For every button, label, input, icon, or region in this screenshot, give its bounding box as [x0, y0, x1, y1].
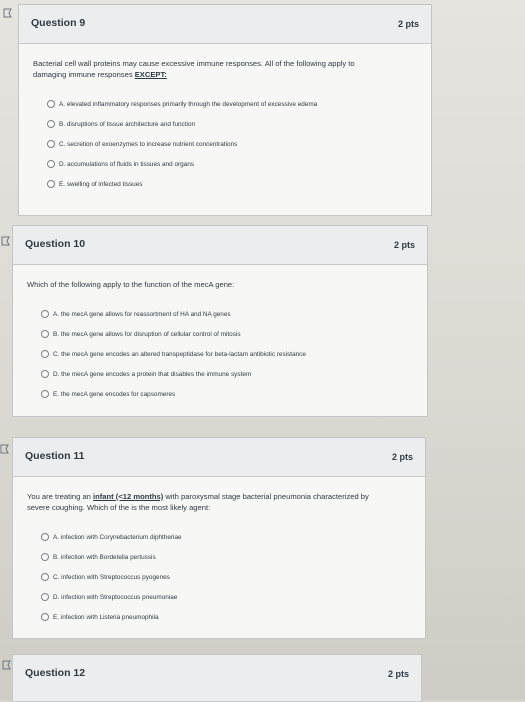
- answer-label: D. the mecA gene encodes a protein that disables the immune system: [53, 370, 252, 378]
- answer-option-e[interactable]: [41, 384, 413, 404]
- question-body: [19, 44, 431, 204]
- radio-button[interactable]: [41, 350, 49, 358]
- emphasis-infant: infant (<12 months): [93, 492, 164, 501]
- radio-button[interactable]: [41, 553, 49, 561]
- question-header: [13, 655, 421, 702]
- radio-button[interactable]: [41, 330, 49, 338]
- question-points: 2 pts: [391, 452, 413, 462]
- question-title: Question 11: [25, 450, 85, 462]
- answer-option-e[interactable]: [41, 607, 411, 627]
- answer-option-d[interactable]: [41, 587, 411, 607]
- question-card-9: [18, 4, 432, 216]
- question-title: Question 9: [31, 17, 86, 29]
- radio-button[interactable]: [47, 140, 55, 148]
- emphasis-except: EXCEPT:: [134, 70, 167, 79]
- flag-question-icon[interactable]: [0, 444, 10, 454]
- question-points: 2 pts: [397, 19, 419, 29]
- question-prompt: You are treating an infant (<12 months) with paroxysmal stage bacterial pneumonia characterized by severe coughing. Which of the is the most likely agent:: [27, 492, 369, 512]
- answer-label: A. infection with Corynebacterium diphtheriae: [53, 533, 182, 541]
- question-body: [13, 477, 425, 637]
- answer-label: E. infection with Listeria pneumophila: [53, 613, 159, 621]
- answer-label: A. elevated inflammatory responses primarily through the development of excessive edema: [59, 100, 318, 108]
- answer-option-c[interactable]: [47, 134, 417, 154]
- radio-button[interactable]: [41, 573, 49, 581]
- question-card-10: [12, 225, 428, 417]
- radio-button[interactable]: [41, 593, 49, 601]
- answer-label: C. secretion of exoenzymes to increase nutrient concentrations: [59, 140, 238, 148]
- answer-list: [33, 94, 417, 194]
- question-header: [13, 438, 425, 477]
- question-body: [13, 265, 427, 414]
- flag-question-icon[interactable]: [2, 660, 12, 670]
- radio-button[interactable]: [47, 180, 55, 188]
- radio-button[interactable]: [41, 310, 49, 318]
- question-title: Question 10: [25, 238, 86, 250]
- answer-label: B. disruptions of tissue architecture and function: [59, 120, 196, 128]
- answer-option-d[interactable]: [41, 364, 413, 384]
- question-points: 2 pts: [387, 669, 409, 679]
- question-card-11: [12, 437, 426, 639]
- answer-option-a[interactable]: [41, 527, 411, 547]
- answer-option-a[interactable]: [47, 94, 417, 114]
- answer-label: C. the mecA gene encodes an altered transpeptidase for beta-lactam antibiotic resistance: [53, 350, 306, 358]
- answer-label: C. infection with Streptococcus pyogenes: [53, 573, 170, 581]
- answer-option-b[interactable]: [41, 324, 413, 344]
- answer-label: E. the mecA gene encodes for capsomeres: [53, 390, 176, 398]
- question-header: [19, 5, 431, 44]
- question-points: 2 pts: [393, 240, 415, 250]
- flag-question-icon[interactable]: [1, 236, 11, 246]
- radio-button[interactable]: [41, 613, 49, 621]
- question-prompt: Bacterial cell wall proteins may cause excessive immune responses. All of the following apply to damaging immune responses EXCEPT:: [33, 59, 355, 79]
- answer-option-c[interactable]: [41, 344, 413, 364]
- radio-button[interactable]: [47, 100, 55, 108]
- answer-label: D. accumulations of fluids in tissues and organs: [59, 160, 194, 168]
- answer-option-c[interactable]: [41, 567, 411, 587]
- radio-button[interactable]: [41, 533, 49, 541]
- answer-option-a[interactable]: [41, 304, 413, 324]
- answer-option-b[interactable]: [41, 547, 411, 567]
- answer-list: [27, 527, 411, 627]
- question-prompt: Which of the following apply to the function of the mecA gene:: [27, 280, 235, 289]
- answer-list: [27, 304, 413, 404]
- radio-button[interactable]: [41, 390, 49, 398]
- question-header: [13, 226, 427, 265]
- answer-option-d[interactable]: [47, 154, 417, 174]
- radio-button[interactable]: [47, 160, 55, 168]
- radio-button[interactable]: [47, 120, 55, 128]
- answer-label: A. the mecA gene allows for reassortment of HA and NA genes: [53, 310, 231, 318]
- flag-question-icon[interactable]: [3, 8, 13, 18]
- answer-label: D. infection with Streptococcus pneumoniae: [53, 593, 178, 601]
- answer-option-b[interactable]: [47, 114, 417, 134]
- answer-label: E. swelling of infected tissues: [59, 180, 143, 188]
- radio-button[interactable]: [41, 370, 49, 378]
- answer-option-e[interactable]: [47, 174, 417, 194]
- answer-label: B. infection with Bordetella pertussis: [53, 553, 156, 561]
- question-card-12: [12, 654, 422, 702]
- answer-label: B. the mecA gene allows for disruption of cellular control of mitosis: [53, 330, 241, 338]
- question-title: Question 12: [25, 667, 86, 679]
